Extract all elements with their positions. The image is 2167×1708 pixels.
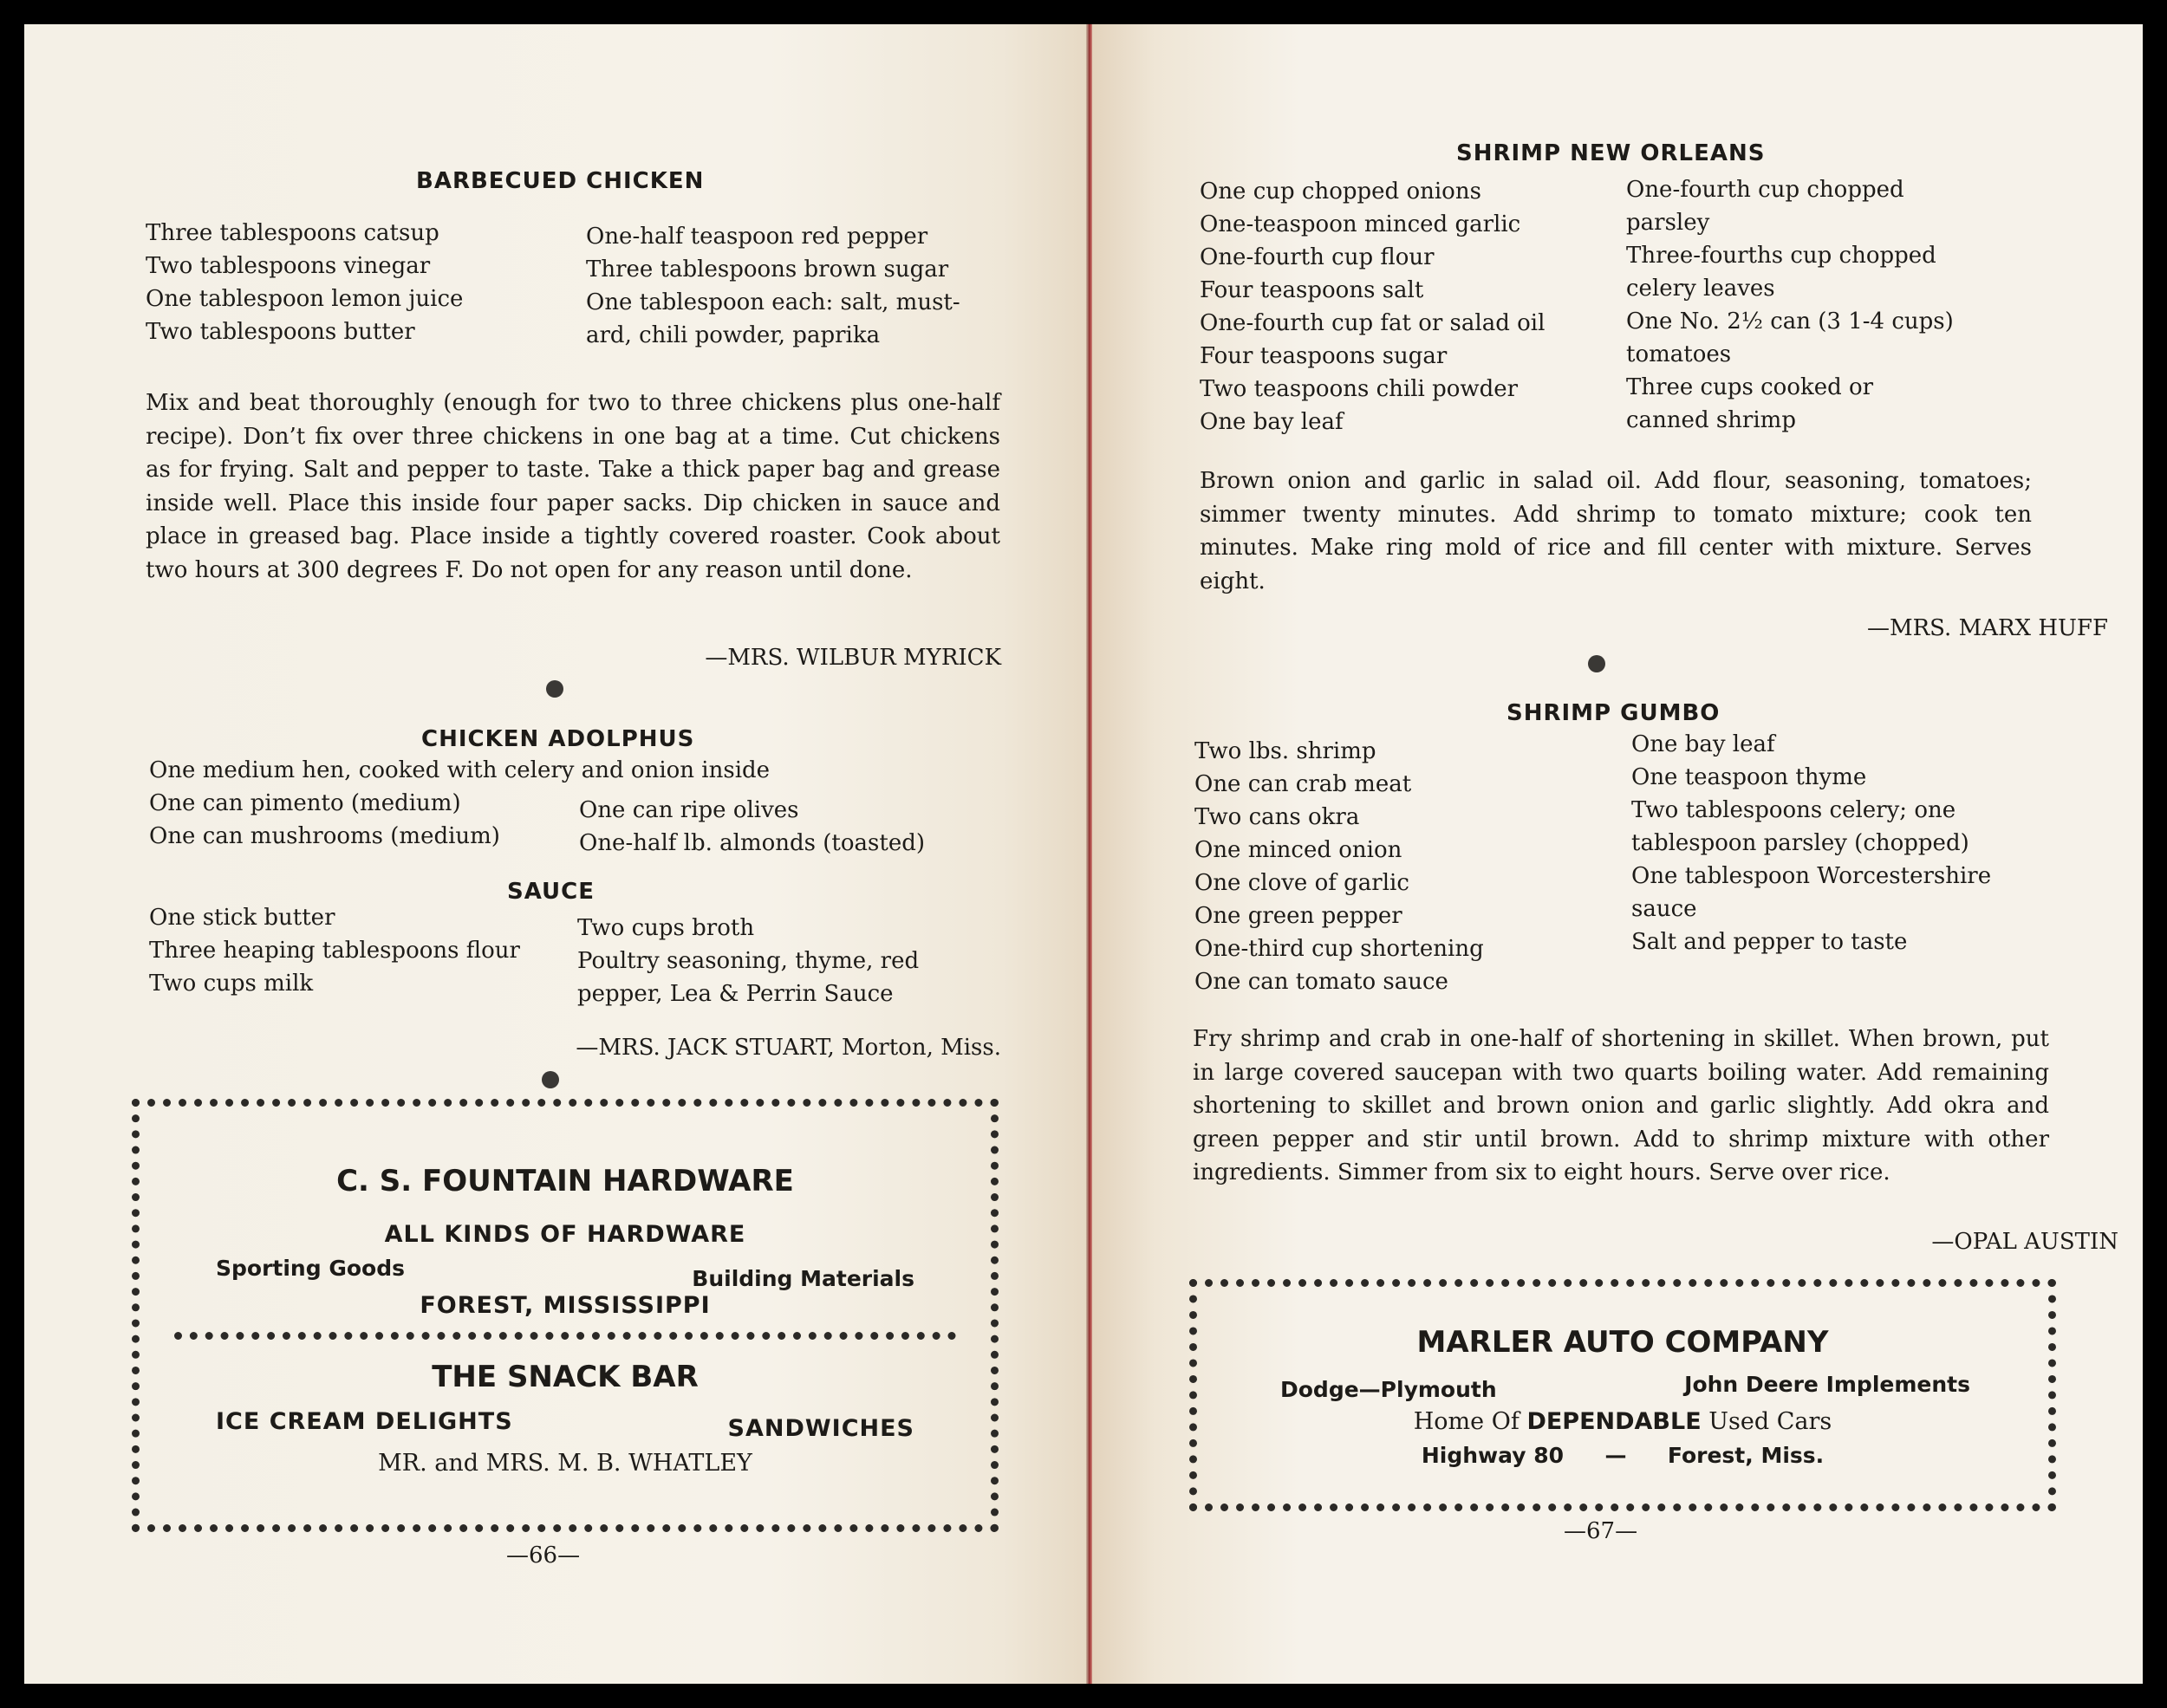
ingredient-line: Poultry seasoning, thyme, red [577, 948, 920, 974]
ingredient-line: tomatoes [1626, 341, 1732, 367]
ingredient-line: sauce [1631, 896, 1697, 922]
ad-tagline-bold: DEPENDABLE [1526, 1408, 1702, 1435]
ingredient-line: Two tablespoons celery; one [1631, 797, 1956, 823]
ingredient-line: parsley [1626, 210, 1710, 236]
sauce-right-column [577, 912, 919, 1010]
ad-business-name-2: THE SNACK BAR [432, 1360, 699, 1394]
ingredient-line: One can ripe olives [579, 797, 799, 823]
recipe-directions: Mix and beat thoroughly (enough for two to three chickens plus one-half recipe). Don’t fix over three chickens in one bag at a time. Cut chickens as for frying. Salt and pepper to taste. Take a thick paper bag and grease inside well. Place this inside four paper sacks. Dip chicken in sauce and place in greased bag. Place inside a tightly covered roaster. Cook about two hours at 300 degrees F. Do not open for any reason until done. [146, 390, 1000, 583]
ad-item-left-2: ICE CREAM DELIGHTS [216, 1408, 513, 1435]
ingredient-line: Three cups cooked or [1626, 374, 1874, 400]
ingredient-line: One teaspoon thyme [1631, 764, 1867, 790]
ad-dash: — [1604, 1443, 1627, 1468]
separator-bullet [546, 680, 563, 698]
ingredient-line: pepper, Lea & Perrin Sauce [577, 981, 894, 1007]
ingredient-line: tablespoon parsley (chopped) [1631, 830, 1969, 856]
ingredient-line: Salt and pepper to taste [1631, 929, 1908, 955]
ingredient-line: One can crab meat [1194, 771, 1412, 797]
ingredient-line: One cup chopped onions [1200, 179, 1481, 205]
ingredient-line: One medium hen, cooked with celery and onion inside [149, 757, 771, 783]
ad-town: Forest, Miss. [1667, 1443, 1825, 1468]
ingredients-left-column [1194, 735, 1484, 998]
ad-item-right: John Deere Implements [1684, 1372, 1970, 1397]
ad-item-right: Building Materials [692, 1266, 914, 1291]
ingredient-line: One-third cup shortening [1194, 936, 1484, 962]
recipe-directions: Brown onion and garlic in salad oil. Add flour, seasoning, tomatoes; simmer twenty minutes. Add shrimp to tomato mixture; cook ten minutes. Make ring mold of rice and fill center with mixture. Serves eight. [1200, 468, 2032, 594]
ingredient-line: Four teaspoons sugar [1200, 343, 1448, 369]
ingredient-line: Two tablespoons vinegar [146, 253, 431, 279]
ingredients-left-column [146, 217, 463, 348]
ingredient-line: celery leaves [1626, 276, 1775, 302]
ad-location: FOREST, MISSISSIPPI [420, 1292, 711, 1319]
recipe-title-barbecued-chicken: BARBECUED CHICKEN [416, 168, 705, 194]
sauce-title: SAUCE [507, 879, 595, 905]
ingredient-line: One-fourth cup flour [1200, 244, 1435, 270]
advertisement-box [1189, 1279, 2056, 1511]
recipe-credit: —MRS. MARX HUFF [1866, 615, 2108, 641]
ingredient-line: One tablespoon each: salt, must- [586, 289, 960, 315]
ad-item-left: Sporting Goods [216, 1256, 405, 1281]
recipe-title-shrimp-new-orleans: SHRIMP NEW ORLEANS [1456, 140, 1766, 166]
ad-item-right-2: SANDWICHES [727, 1415, 914, 1442]
ingredients-right-column [1626, 173, 1954, 437]
ingredient-line: Two lbs. shrimp [1194, 738, 1376, 764]
ingredients-left-column [149, 787, 500, 853]
ingredient-line: Three-fourths cup chopped [1626, 243, 1936, 269]
ingredient-line: Three tablespoons catsup [146, 220, 439, 246]
ingredients-right-column [1631, 728, 1991, 958]
ingredient-line: One bay leaf [1200, 409, 1344, 435]
ingredient-line: One can mushrooms (medium) [149, 823, 500, 849]
ingredient-line: Two teaspoons chili powder [1200, 376, 1519, 402]
page-number: —67— [1564, 1518, 1638, 1544]
separator-bullet [1588, 655, 1605, 672]
recipe-credit: —OPAL AUSTIN [1931, 1229, 2118, 1255]
ingredient-line: Three heaping tablespoons flour [149, 938, 520, 964]
ingredient-line: One-fourth cup chopped [1626, 177, 1904, 203]
recipe-directions: Fry shrimp and crab in one-half of shortening in skillet. When brown, put in large covered saucepan with two quarts boiling water. Add remaining shortening to skillet and brown onion and garlic slightly. Add okra and green pepper and stir until brown. Add to shrimp mixture with other ingredients. Simmer from six to eight hours. Serve over rice. [1193, 1026, 2049, 1185]
ingredient-line: Two tablespoons butter [146, 319, 415, 345]
ingredient-line: Two cans okra [1194, 804, 1360, 830]
recipe-credit: —MRS. WILBUR MYRICK [705, 645, 1001, 671]
recipe-credit: —MRS. JACK STUART, Morton, Miss. [576, 1035, 1001, 1061]
ad-owners: MR. and MRS. M. B. WHATLEY [378, 1450, 752, 1477]
ingredient-line: One tablespoon Worcestershire [1631, 863, 1992, 889]
recipe-title-chicken-adolphus: CHICKEN ADOLPHUS [421, 726, 695, 752]
ad-divider [174, 1332, 956, 1340]
recipe-title-shrimp-gumbo: SHRIMP GUMBO [1506, 700, 1721, 726]
ingredient-line: One-half lb. almonds (toasted) [579, 830, 926, 856]
ad-tagline: ALL KINDS OF HARDWARE [384, 1221, 746, 1248]
ingredient-line: One No. 2½ can (3 1-4 cups) [1626, 308, 1954, 334]
ingredient-line: One green pepper [1194, 903, 1402, 929]
ad-tagline-post: Used Cars [1708, 1408, 1832, 1435]
ingredient-line: One can tomato sauce [1194, 969, 1448, 995]
advertisement-box [132, 1099, 999, 1532]
ad-business-name: MARLER AUTO COMPANY [1416, 1325, 1829, 1360]
ingredient-line: ard, chili powder, paprika [586, 322, 881, 348]
left-page [24, 24, 1088, 1684]
ad-tagline-pre: Home Of [1413, 1408, 1520, 1435]
ad-item-left: Dodge—Plymouth [1280, 1377, 1497, 1402]
ingredient-line: One minced onion [1194, 837, 1402, 863]
ad-highway: Highway 80 [1421, 1443, 1565, 1468]
ingredients-right-column [586, 220, 960, 352]
ingredient-line: One can pimento (medium) [149, 790, 461, 816]
ingredient-line: Three tablespoons brown sugar [586, 257, 949, 283]
ingredient-line: One-fourth cup fat or salad oil [1200, 310, 1546, 336]
page-number: —66— [506, 1542, 581, 1568]
ingredient-line: Two cups milk [149, 971, 314, 997]
ingredients-left-column [1200, 175, 1545, 438]
right-page [1092, 24, 2143, 1684]
separator-bullet [542, 1071, 559, 1088]
sauce-left-column [149, 901, 520, 1000]
ingredient-line: Two cups broth [577, 915, 755, 941]
ingredient-line: One clove of garlic [1194, 870, 1409, 896]
ingredient-line: canned shrimp [1626, 407, 1796, 433]
ingredient-line: One bay leaf [1631, 731, 1775, 757]
ad-tagline [1197, 1408, 2048, 1435]
ad-business-name: C. S. FOUNTAIN HARDWARE [336, 1164, 794, 1198]
ingredient-line: One-teaspoon minced garlic [1200, 211, 1521, 237]
ingredients-right-column [579, 794, 925, 860]
ingredient-line: Four teaspoons salt [1200, 277, 1424, 303]
ingredient-line: One tablespoon lemon juice [146, 286, 464, 312]
ingredient-line: One-half teaspoon red pepper [586, 224, 928, 250]
ad-address [1197, 1443, 2048, 1468]
ingredient-line: One stick butter [149, 905, 335, 931]
